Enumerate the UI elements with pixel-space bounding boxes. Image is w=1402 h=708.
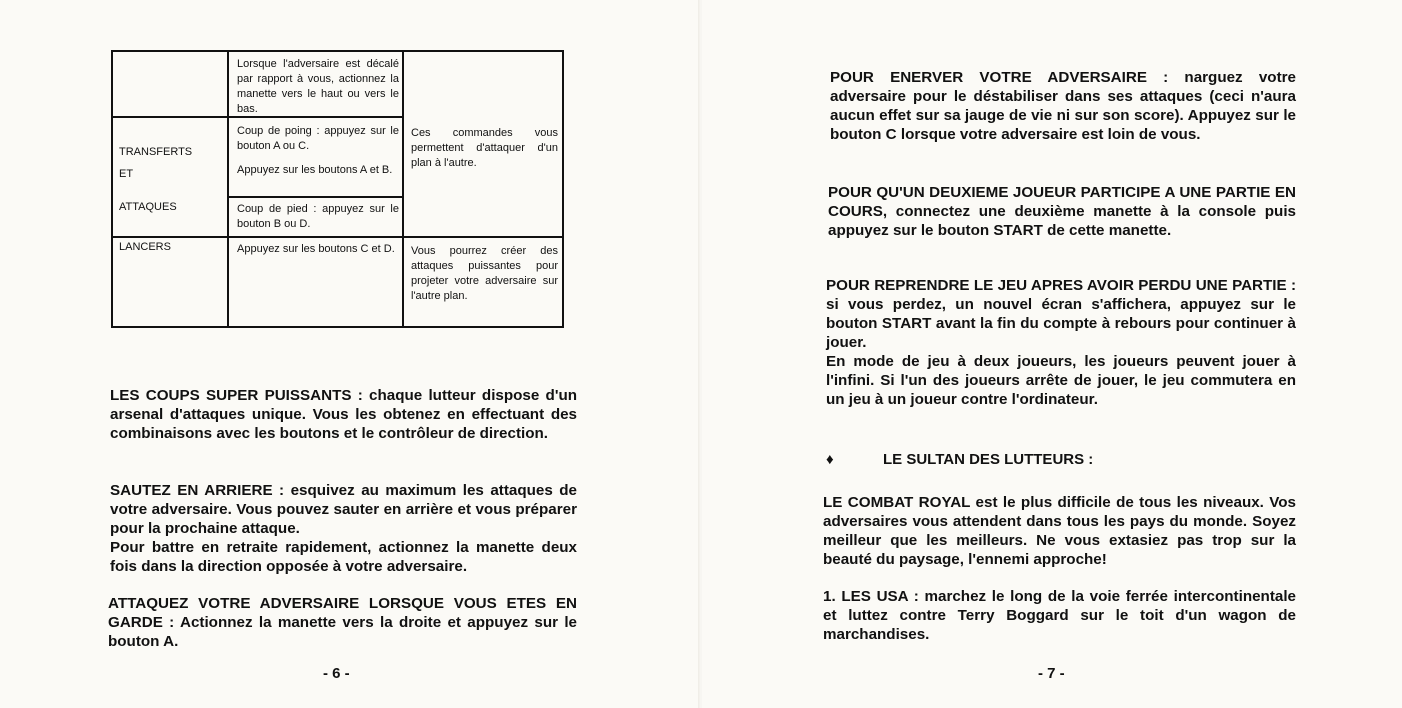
page-right [702, 0, 1402, 708]
table-note-cell [411, 126, 558, 171]
table-cell [237, 57, 399, 117]
table-action-text: Coup de pied : appuyez sur le bouton B ou D. [237, 203, 399, 230]
paragraph-text: En mode de jeu à deux joueurs, les joueurs peuvent jouer à l'infini. Si l'un des joueurs arrête de jouer, le jeu commutera en un jeu à un joueur contre l'ordinateur. [826, 353, 1296, 408]
page-number: - 7 - [1038, 665, 1065, 682]
section-heading: LE SULTAN DES LUTTEURS : [883, 451, 1094, 468]
paragraph-text: Pour battre en retraite rapidement, actionnez la manette deux fois dans la direction opposée à votre adversaire. [110, 539, 577, 575]
paragraph-super-moves: LES COUPS SUPER PUISSANTS : chaque lutteur dispose d'un arsenal d'attaques unique. Vous les obtenez en effectuant des combinaisons avec les boutons et le contrôleur de direction. [110, 387, 577, 442]
table-label-text: ET [119, 168, 134, 180]
paragraph-guard-attack: ATTAQUEZ VOTRE ADVERSAIRE LORSQUE VOUS ETES EN GARDE : Actionnez la manette vers la droite et appuyez sur le bouton A. [108, 595, 577, 650]
page-left [0, 0, 700, 708]
table-divider [227, 52, 229, 328]
table-row-label [119, 145, 224, 160]
controls-table [111, 50, 564, 328]
table-note-text: Ces commandes vous permettent d'attaquer d'un plan à l'autre. [411, 127, 558, 169]
table-cell [237, 202, 399, 232]
paragraph-second-player: POUR QU'UN DEUXIEME JOUEUR PARTICIPE A UNE PARTIE EN COURS, connectez une deuxième manette à la console puis appuyez sur le bouton START de cette manette. [828, 184, 1296, 239]
paragraph-continue [826, 276, 1296, 409]
table-action-text: Appuyez sur les boutons A et B. [237, 164, 393, 176]
paragraph-taunt: POUR ENERVER VOTRE ADVERSAIRE : narguez votre adversaire pour le déstabiliser dans ses attaques (ceci n'aura aucun effet sur sa jauge de vie ni sur son score). Appuyez sur le bouton C lorsque votre adversaire est loin de vous. [830, 69, 1296, 143]
table-row-label [119, 167, 224, 182]
paragraph-jump-back [110, 481, 577, 576]
table-cell [237, 163, 399, 178]
table-action-text: Coup de poing : appuyez sur le bouton A ou C. [237, 125, 399, 152]
table-label-text: LANCERS [119, 241, 171, 253]
paragraph-text: POUR REPRENDRE LE JEU APRES AVOIR PERDU UNE PARTIE : si vous perdez, un nouvel écran s'affichera, appuyez sur le bouton START avant la fin du compte à rebours pour continuer à jouer. [826, 277, 1296, 351]
page-number: - 6 - [323, 665, 350, 682]
table-cell [237, 124, 399, 154]
table-divider [113, 236, 564, 238]
table-note-text: Vous pourrez créer des attaques puissantes pour projeter votre adversaire sur l'autre plan. [411, 245, 558, 302]
table-action-text: Appuyez sur les boutons C et D. [237, 243, 395, 255]
bullet-icon: ♦ [826, 451, 834, 468]
table-note-cell [411, 244, 558, 304]
paragraph-text: SAUTEZ EN ARRIERE : esquivez au maximum les attaques de votre adversaire. Vous pouvez sauter en arrière et vous préparer pour la prochaine attaque. [110, 482, 577, 537]
table-label-text: ATTAQUES [119, 201, 177, 213]
table-action-text: Lorsque l'adversaire est décalé par rapport à vous, actionnez la manette vers le haut ou vers le bas. [237, 58, 399, 115]
table-row-label [119, 200, 224, 215]
table-divider [402, 52, 404, 328]
table-row-label [119, 240, 224, 255]
paragraph-usa-level: 1. LES USA : marchez le long de la voie ferrée intercontinentale et luttez contre Terry Boggard sur le toit d'un wagon de marchandises. [823, 588, 1296, 643]
paragraph-royal-combat: LE COMBAT ROYAL est le plus difficile de tous les niveaux. Vos adversaires vous attendent dans tous les pays du monde. Soyez meilleur que les meilleurs. Ne vous extasiez pas trop sur la beauté du paysage, l'ennemi approche! [823, 494, 1296, 568]
table-divider [227, 196, 403, 198]
table-cell [237, 242, 399, 257]
table-label-text: TRANSFERTS [119, 146, 193, 158]
